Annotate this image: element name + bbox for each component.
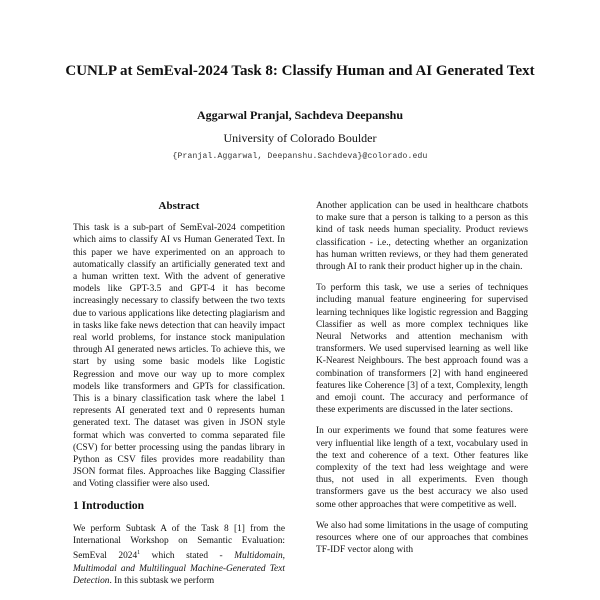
task-name-italic: Multidomain, Multimodal and Multilingual Machine-Generated Text Detection: [73, 551, 285, 586]
right-paragraph-limitations: We also had some limitations in the usage of computing resources where one of our approaches that combines TF-IDF vector along with: [316, 520, 528, 556]
abstract-heading: Abstract: [158, 200, 200, 212]
left-column: [73, 200, 285, 596]
introduction-heading: 1 Introduction: [73, 499, 145, 512]
right-paragraph-findings: In our experiments we found that some features were very influential like length of a text, vocabulary used in the text and coherence of a text. Other features like complexity of the text had less weightage and were thus, not used in all experiments. Even though transformers gave us the best accuracy we also used some other approaches that were competitive as well.: [316, 426, 528, 510]
right-paragraph-techniques: To perform this task, we use a series of techniques including manual feature engineering for supervised learning techniques like logistic regression and Bagging Classifier as well as more complex techniques like Neural Networks and attention mechanism with transformers. We used supervised learning as well like K-Nearest Neighbours. The best approach found was a combination of transformers [2] with hand engineered features like Coherence [3] of a text, Complexity, length and emoji count. The accuracy and performance of these experiments are discussed in the later sections.: [316, 283, 528, 416]
intro-text-end: . In this subtask we perform: [109, 575, 215, 586]
introduction-paragraph: [73, 523, 285, 587]
paper-affiliation: University of Colorado Boulder: [223, 131, 377, 145]
right-paragraph-applications: Another application can be used in healthcare chatbots to make sure that a person is talking to a person as this kind of task needs human speciality. Product reviews classification - i.e., detecting whether an organization has human written reviews, or they had them generated through AI to rank their product higher up in the chain.: [316, 201, 528, 273]
abstract-section: [73, 200, 285, 491]
right-column: [316, 200, 528, 565]
paper-title: CUNLP at SemEval-2024 Task 8: Classify Human and AI Generated Text: [65, 63, 535, 79]
intro-text-mid: which stated -: [140, 551, 235, 562]
intro-text-start: We perform Subtask A of the Task 8 [1] from the International Workshop on Semantic Evaluation: SemEval 2024: [73, 523, 285, 562]
paper-emails: {Pranjal.Aggarwal, Deepanshu.Sachdeva}@colorado.edu: [172, 152, 428, 161]
paper-authors: Aggarwal Pranjal, Sachdeva Deepanshu: [196, 108, 403, 122]
footnote-marker: 1: [137, 550, 141, 557]
abstract-text: This task is a sub-part of SemEval-2024 competition which aims to classify AI vs Human Generated Text. In this paper we have experimented on an approach to automatically classify an artificially generated text and a human written text. With the advent of generative models like GPT-3.5 and GPT-4 it has become increasingly necessary to classify between the two texts due to various applications like detecting plagiarism and in tasks like fake news detection that can heavily impact real world problems, for instance stock manipulation through AI generated news articles. To achieve this, we start by using some basic models like Logistic Regression and move our way up to more complex models like transformers and GPTs for classification. This is a binary classification task where the label 1 represents AI generated text and 0 represents human generated text. The dataset was given in JSON style format which was converted to comma separated file (CSV) for better processing using the pandas library in Python as CSV files provides more readability than JSON format files. Approaches like Bagging Classifier and Voting classifier were also used.: [73, 223, 285, 490]
